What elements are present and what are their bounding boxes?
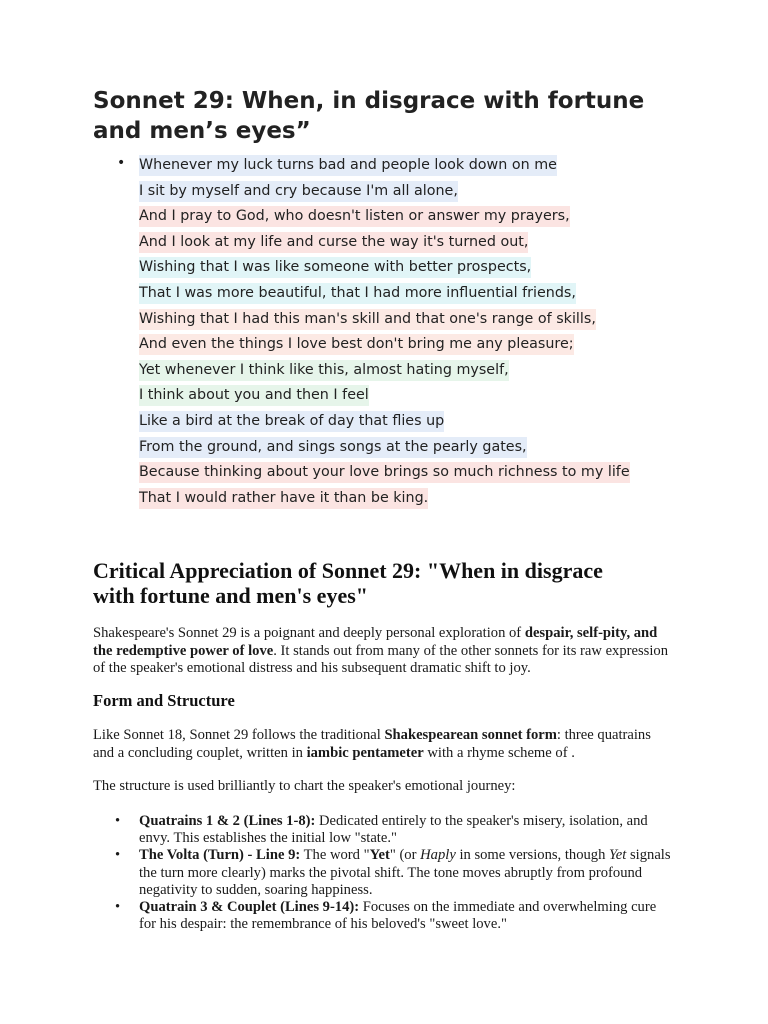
poem-line [139, 484, 630, 510]
intro-paragraph [93, 625, 673, 678]
poem-line [139, 279, 630, 305]
point-bold-label: The Volta (Turn) - Line 9: [139, 847, 301, 864]
sonnet-title: Sonnet 29: When, in disgrace with fortune and men’s eyes” [93, 88, 645, 144]
poem-line [139, 228, 630, 254]
point-italic-text: Yet [609, 847, 627, 864]
poem-line [139, 202, 630, 228]
point-italic-text: Haply [420, 847, 456, 864]
poem-line [139, 407, 630, 433]
poem-line-text: Because thinking about your love brings so much richness to my life [139, 462, 630, 483]
poem-line-text: Yet whenever I think like this, almost hating myself, [139, 360, 509, 381]
critical-title-line-1: Critical Appreciation of Sonnet 29: "When in disgrace [93, 558, 603, 583]
point-bold-label: Quatrains 1 & 2 (Lines 1-8): [139, 813, 316, 829]
bullet-icon: • [117, 155, 126, 171]
point-text: Focuses on the immediate and overwhelming cure for his despair: the remembrance of his beloved's "sweet love." [139, 899, 657, 933]
poem-line-text: And I pray to God, who doesn't listen or answer my prayers, [139, 206, 570, 227]
list-item [93, 813, 673, 847]
form-bold-text: iambic pentameter [306, 744, 424, 761]
poem-line [139, 253, 630, 279]
poem-line-text: That I would rather have it than be king. [139, 488, 428, 509]
intro-bold-text: despair, self-pity, and the redemptive power of love [93, 625, 658, 659]
poem-line-text: Like a bird at the break of day that flies up [139, 411, 444, 432]
critical-appreciation-title [93, 558, 693, 608]
poem-line [139, 177, 630, 203]
structure-intro-paragraph: The structure is used brilliantly to chart the speaker's emotional journey: [93, 778, 516, 794]
poem-line [139, 356, 630, 382]
bullet-icon: • [115, 847, 121, 864]
poem-line-text: That I was more beautiful, that I had more influential friends, [139, 283, 576, 304]
point-bold-word: Yet [369, 847, 390, 864]
poem-line [139, 305, 630, 331]
form-structure-heading: Form and Structure [93, 691, 235, 710]
point-text: Dedicated entirely to the speaker's misery, isolation, and envy. This establishes the initial low "state." [139, 813, 648, 847]
poem-line-text: Wishing that I was like someone with better prospects, [139, 257, 531, 278]
point-bold-label: Quatrain 3 & Couplet (Lines 9-14): [139, 899, 360, 916]
form-text: Like Sonnet 18, Sonnet 29 follows the traditional [93, 727, 385, 743]
poem-line-text: I think about you and then I feel [139, 385, 369, 406]
poem-line-text: And even the things I love best don't bring me any pleasure; [139, 334, 574, 355]
poem-line [139, 433, 630, 459]
point-text: " (or [389, 847, 421, 864]
point-text: signals the turn more clearly) marks the pivotal shift. The tone moves abruptly from profound negativity to sudden, soaring happiness. [139, 847, 671, 898]
point-text: The word " [300, 847, 370, 864]
poem-line-text: Whenever my luck turns bad and people look down on me [139, 155, 557, 176]
form-text: : three quatrains and a concluding couplet, written in [93, 727, 651, 761]
form-bold-text: Shakespearean sonnet form [384, 727, 557, 743]
poem-line-text: From the ground, and sings songs at the pearly gates, [139, 437, 527, 458]
list-item [93, 847, 673, 899]
structure-points-list [93, 813, 673, 933]
intro-text: . It stands out from many of the other sonnets for its raw expression of the speaker's emotional distress and his subsequent dramatic shift to joy. [93, 642, 668, 677]
bullet-icon: • [115, 899, 121, 916]
form-paragraph [93, 727, 673, 762]
form-text: with a rhyme scheme of . [423, 744, 575, 761]
poem-line [139, 458, 630, 484]
list-item [93, 899, 673, 933]
critical-title-line-2: with fortune and men's eyes" [93, 583, 368, 608]
bullet-icon: • [115, 813, 121, 829]
intro-text: Shakespeare's Sonnet 29 is a poignant and deeply personal exploration of [93, 625, 525, 641]
poem-lines [139, 151, 630, 509]
poem-line [139, 381, 630, 407]
poem-line [139, 151, 630, 177]
point-text: in some versions, though [455, 847, 610, 864]
poem-line [139, 330, 630, 356]
poem-line-text: And I look at my life and curse the way it's turned out, [139, 232, 528, 253]
poem-line-text: I sit by myself and cry because I'm all alone, [139, 181, 458, 202]
poem-line-text: Wishing that I had this man's skill and that one's range of skills, [139, 309, 596, 330]
